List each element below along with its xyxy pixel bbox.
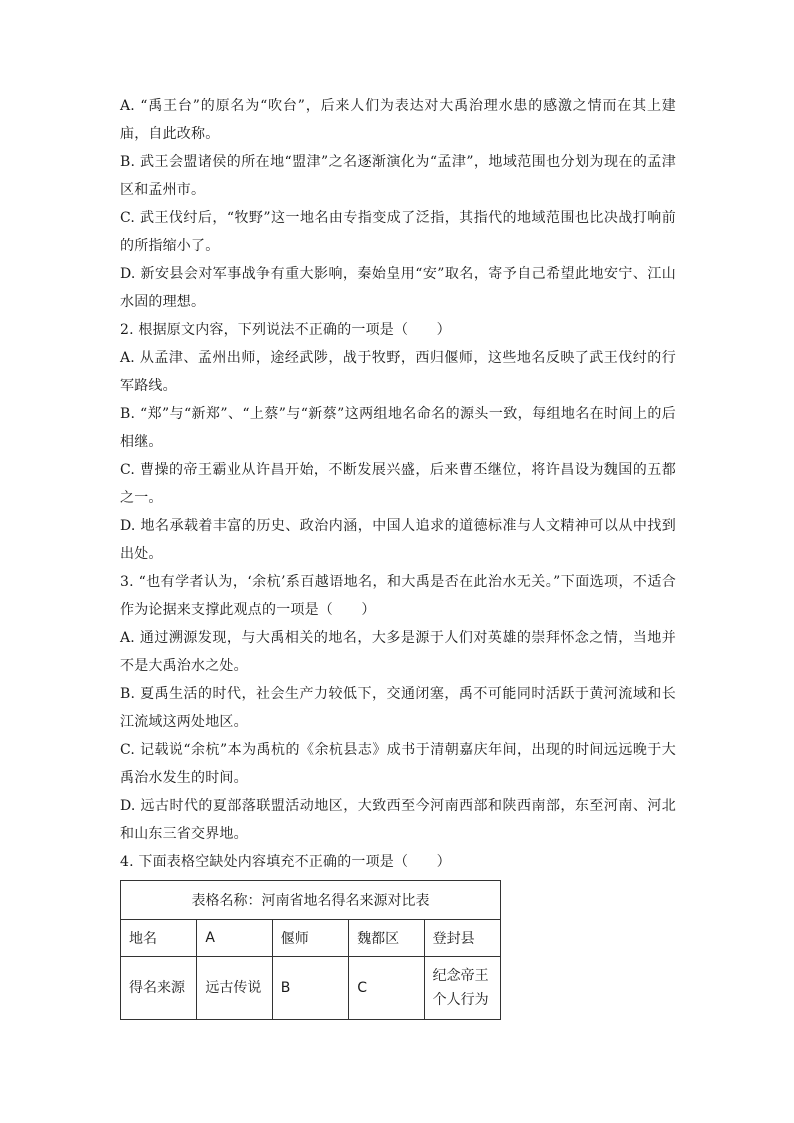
option-1c: C. 武王伐纣后，“牧野”这一地名由专指变成了泛指，其指代的地域范围也比决战打响前的所指缩小了。 (120, 210, 676, 254)
option-3a: A. 通过溯源发现，与大禹相关的地名，大多是源于人们对英雄的崇拜怀念之情，当地并不是大禹治水之处。 (120, 630, 676, 674)
table-cell: 偃师 (272, 920, 348, 957)
option-1d: D. 新安县会对军事战争有重大影响，秦始皇用“安”取名，寄予自己希望此地安宁、江山水固的理想。 (120, 266, 676, 310)
option-3b: B. 夏禹生活的时代，社会生产力较低下，交通闭塞，禹不可能同时活跃于黄河流域和长江流域这两处地区。 (120, 686, 676, 730)
option-2d: D. 地名承载着丰富的历史、政治内涵，中国人追求的道德标准与人文精神可以从中找到出处。 (120, 518, 676, 562)
table-row (121, 957, 501, 1020)
option-2a: A. 从孟津、孟州出师，途经武陟，战于牧野，西归偃师，这些地名反映了武王伐纣的行军路线。 (120, 350, 676, 394)
table-cell: C (349, 957, 424, 1020)
table-row (121, 920, 501, 957)
table-cell: 登封县 (424, 920, 500, 957)
question-3: 3. “也有学者认为，‘余杭’系百越语地名，和大禹是否在此治水无关。”下面选项，不适合作为论据来支撑此观点的一项是（ ） (120, 574, 676, 618)
option-3c: C. 记载说“余杭”本为禹杭的《余杭县志》成书于清朝嘉庆年间，出现的时间远远晚于大禹治水发生的时间。 (120, 742, 676, 786)
question-2: 2. 根据原文内容，下列说法不正确的一项是（ ） (120, 322, 451, 338)
option-1b: B. 武王会盟诸侯的所在地“盟津”之名逐渐演化为“孟津”，地域范围也分划为现在的孟津区和孟州市。 (120, 154, 676, 198)
document-body (120, 92, 676, 1020)
source-comparison-table (120, 880, 501, 1020)
table-title: 表格名称：河南省地名得名来源对比表 (121, 881, 501, 920)
option-1a: A. “禹王台”的原名为“吹台”，后来人们为表达对大禹治理水患的感激之情而在其上建庙，自此改称。 (120, 98, 676, 142)
table-cell: 魏都区 (349, 920, 424, 957)
option-3d: D. 远古时代的夏部落联盟活动地区，大致西至今河南西部和陕西南部，东至河南、河北和山东三省交界地。 (120, 798, 676, 842)
table-cell: 纪念帝王个人行为 (424, 957, 500, 1020)
table-cell: B (272, 957, 348, 1020)
table-cell: 得名来源 (121, 957, 197, 1020)
table-cell: A (197, 920, 272, 957)
option-2b: B. “郑”与“新郑”、“上蔡”与“新蔡”这两组地名命名的源头一致，每组地名在时间上的后相继。 (120, 406, 676, 450)
question-4: 4. 下面表格空缺处内容填充不正确的一项是（ ） (120, 854, 451, 870)
table-cell: 远古传说 (197, 957, 272, 1020)
table-cell: 地名 (121, 920, 197, 957)
option-2c: C. 曹操的帝王霸业从许昌开始，不断发展兴盛，后来曹丕继位，将许昌设为魏国的五都之一。 (120, 462, 676, 506)
